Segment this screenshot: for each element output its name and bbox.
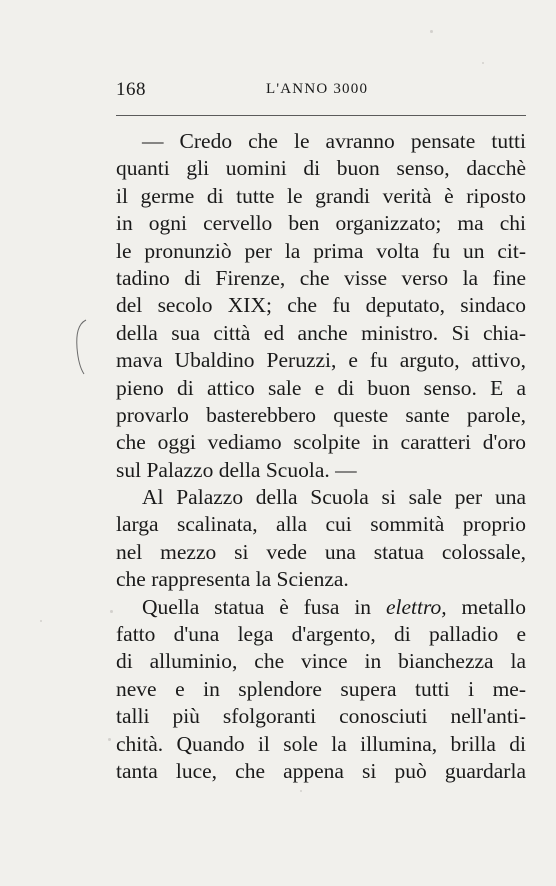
text-line: del secolo XIX; che fu deputato, sindaco [116, 293, 526, 318]
text-line: sul Palazzo della Scuola. — [116, 457, 357, 482]
text-line: fatto d'una lega d'argento, di palladio e [116, 622, 526, 647]
text-line: il germe di tutte le grandi verità è riposto [116, 183, 526, 208]
text-run: metallo [461, 594, 527, 619]
text-line: le pronunziò per la prima volta fu un cit- [116, 238, 526, 263]
paper-speck [482, 62, 484, 64]
text-line: quanti gli uomini di buon senso, dacchè [116, 156, 526, 181]
text-line: che rappresenta la Scienza. [116, 567, 349, 592]
text-line: nel mezzo si vede una statua colossale, [116, 539, 526, 564]
text-line: Al Palazzo della Scuola si sale per una [142, 485, 526, 510]
text-line: chità. Quando il sole la illumina, brilla di [116, 731, 526, 756]
text-line: in ogni cervello ben organizzato; ma chi [116, 211, 526, 236]
running-title: L'ANNO 3000 [266, 81, 369, 97]
text-line: neve e in splendore supera tutti i me- [116, 676, 526, 701]
page-number: 168 [116, 79, 146, 100]
text-run: Quella statua è fusa in [142, 594, 372, 619]
text-line [116, 594, 526, 621]
text-line: che oggi vediamo scolpite in caratteri d'oro [116, 430, 526, 455]
paper-speck [108, 738, 111, 741]
text-line: di alluminio, che vince in bianchezza la [116, 649, 526, 674]
text-line: larga scalinata, alla cui sommità proprio [116, 512, 526, 537]
text-line: mava Ubaldino Peruzzi, e fu arguto, attivo, [116, 348, 526, 373]
paper-speck [40, 620, 42, 622]
header-rule [116, 115, 526, 116]
paper-speck [300, 790, 302, 792]
text-line: tanta luce, che appena si può guardarla [116, 758, 526, 783]
text-line: provarlo basterebbero queste sante parole, [116, 402, 526, 427]
text-line: — Credo che le avranno pensate tutti [142, 129, 526, 153]
text-line: tadino di Firenze, che visse verso la fine [116, 265, 526, 290]
paper-speck [430, 30, 433, 33]
paper-speck [110, 610, 113, 613]
italic-term: elettro, [385, 594, 447, 619]
page-header [116, 79, 528, 103]
text-line: della sua città ed anche ministro. Si chia- [116, 320, 526, 345]
margin-pencil-mark [74, 318, 88, 376]
text-line: pieno di attico sale e di buon senso. E a [116, 375, 526, 400]
text-line: talli più sfolgoranti conosciuti nell'anti- [116, 704, 526, 729]
body-text [116, 128, 526, 785]
